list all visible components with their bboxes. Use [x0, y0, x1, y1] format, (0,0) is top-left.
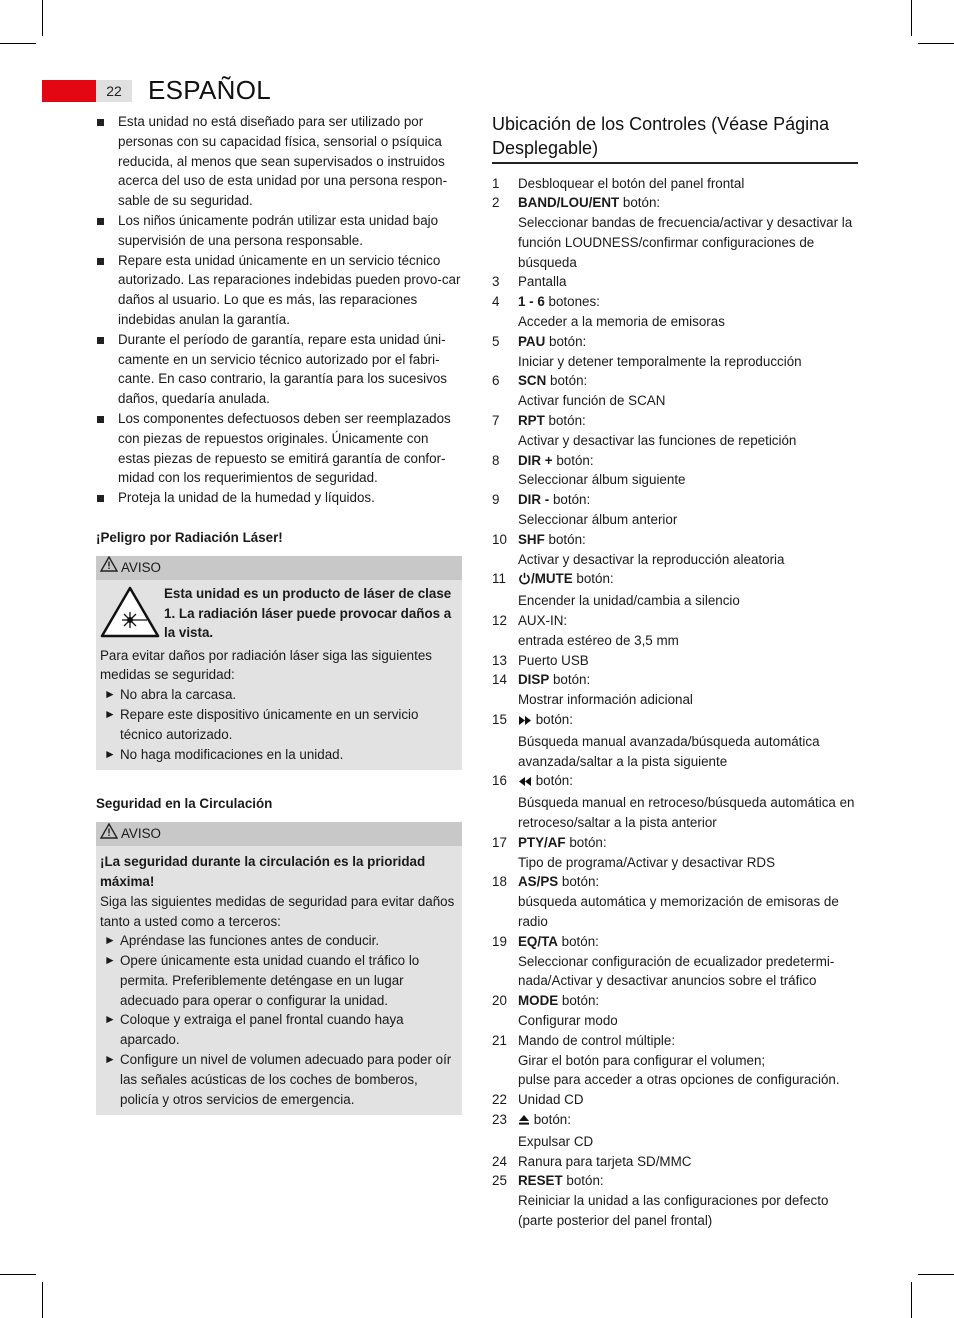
control-suffix: Mando de control múltiple: — [518, 1032, 676, 1048]
control-description: Girar el botón para configurar el volumen; pulse para acceder a otras opciones de configuración. — [518, 1052, 840, 1088]
traffic-heading: Seguridad en la Circulación — [96, 796, 273, 812]
control-key: PAU — [518, 333, 546, 349]
control-description: Activar y desactivar las funciones de repetición — [518, 432, 797, 448]
control-label — [518, 371, 858, 391]
left-column — [96, 112, 462, 1115]
control-description: Activar y desactivar la reproducción aleatoria — [518, 551, 785, 567]
control-label — [518, 193, 858, 213]
list-item: Los niños únicamente podrán utilizar esta unidad bajo supervisión de una persona responsable. — [96, 211, 462, 251]
control-item — [492, 833, 858, 873]
control-suffix: botón: — [549, 492, 591, 508]
control-key: RESET — [518, 1173, 563, 1189]
control-item — [492, 991, 858, 1031]
control-description: Iniciar y detener temporalmente la reproducción — [518, 353, 802, 369]
control-suffix: botón: — [557, 933, 599, 949]
bullet-square-icon — [97, 258, 104, 265]
control-description: Mostrar información adicional — [518, 692, 693, 708]
list-item: ► Apréndase las funciones antes de conducir. — [100, 931, 458, 951]
control-label — [518, 1110, 858, 1132]
control-item — [492, 872, 858, 931]
control-suffix: botón: — [562, 1173, 604, 1189]
control-key: BAND/LOU/ENT — [518, 195, 620, 211]
control-number: 2 — [492, 195, 500, 211]
control-description: Seleccionar álbum siguiente — [518, 472, 686, 488]
control-key: SCN — [518, 373, 547, 389]
control-description: Configurar modo — [518, 1012, 618, 1028]
control-key: DISP — [518, 672, 550, 688]
traffic-measures-list — [100, 931, 458, 1109]
control-description: búsqueda automática y memorización de emisoras de radio — [518, 894, 839, 929]
list-item: ► No abra la carcasa. — [100, 685, 458, 705]
control-suffix: botón: — [558, 993, 600, 1009]
control-description: entrada estéreo de 3,5 mm — [518, 632, 679, 648]
control-item — [492, 651, 858, 671]
control-item — [492, 611, 858, 651]
control-number: 14 — [492, 672, 507, 688]
control-item — [492, 371, 858, 411]
control-suffix: botón: — [532, 773, 573, 789]
laser-heading: ¡Peligro por Radiación Láser! — [96, 529, 283, 545]
control-suffix: Desbloquear el botón del panel frontal — [518, 175, 745, 191]
power-icon — [518, 571, 531, 591]
control-number: 12 — [492, 613, 507, 629]
heading-rule — [492, 162, 858, 164]
control-label — [518, 530, 858, 550]
control-key: AS/PS — [518, 874, 559, 890]
control-number: 23 — [492, 1111, 507, 1127]
warning-header — [96, 556, 462, 580]
control-label — [518, 332, 858, 352]
arrow-right-icon: ► — [104, 1052, 116, 1067]
list-item: Durante el período de garantía, repare esta unidad úni-camente en un servicio técnico autorizado por el fabri-cante. En caso contrario, la garantía para los sucesivos daños, quedaría anulada. — [96, 330, 462, 409]
control-label — [518, 451, 858, 471]
list-item: ► Opere únicamente esta unidad cuando el tráfico lo permita. Preferiblemente deténgase en un lugar adecuado para operar o configurar la unidad. — [104, 953, 420, 1008]
control-number: 25 — [492, 1173, 507, 1189]
control-description: Seleccionar álbum anterior — [518, 512, 678, 528]
arrow-right-icon: ► — [104, 933, 116, 948]
control-item — [492, 174, 858, 194]
control-item — [492, 332, 858, 372]
control-suffix: botón: — [572, 571, 614, 587]
control-number: 20 — [492, 993, 507, 1009]
warning-body — [96, 580, 462, 771]
control-item — [492, 569, 858, 611]
control-label — [518, 932, 858, 952]
control-number: 6 — [492, 373, 500, 389]
control-number: 7 — [492, 413, 500, 429]
arrow-right-icon: ► — [104, 953, 116, 968]
control-item — [492, 451, 858, 491]
crop-mark — [0, 1274, 36, 1275]
control-label — [518, 710, 858, 732]
control-label — [518, 991, 858, 1011]
control-key: MODE — [518, 993, 559, 1009]
control-label — [518, 1031, 858, 1051]
control-suffix: botón: — [545, 333, 587, 349]
control-label — [518, 1171, 858, 1191]
control-description: Reiniciar la unidad a las configuraciones por defecto (parte posterior del panel frontal) — [518, 1193, 829, 1228]
control-item — [492, 771, 858, 832]
control-number: 19 — [492, 933, 507, 949]
control-label — [518, 174, 858, 194]
control-description: Búsqueda manual avanzada/búsqueda automática avanzada/saltar a la pista siguiente — [518, 733, 820, 769]
control-suffix: botón: — [549, 672, 591, 688]
control-key: DIR + — [518, 452, 553, 468]
control-label — [518, 872, 858, 892]
control-description: Seleccionar bandas de frecuencia/activar y desactivar la función LOUDNESS/confirmar configuraciones de búsqueda — [518, 215, 853, 270]
arrow-right-icon: ► — [104, 687, 116, 702]
arrow-right-icon: ► — [104, 1012, 116, 1027]
control-item — [492, 530, 858, 570]
control-label — [518, 569, 858, 591]
warning-triangle-icon — [100, 823, 118, 847]
control-item — [492, 1110, 858, 1152]
warning-body — [96, 846, 462, 1115]
bullet-square-icon — [97, 218, 104, 225]
control-suffix: botón: — [546, 373, 588, 389]
control-label — [518, 292, 858, 312]
control-suffix: botón: — [619, 195, 661, 211]
control-description: Búsqueda manual en retroceso/búsqueda automática en retroceso/saltar a la pista anterior — [518, 795, 855, 830]
page-title: ESPAÑOL — [148, 75, 271, 105]
warning-header — [96, 822, 462, 846]
list-item: ► No haga modificaciones en la unidad. — [100, 745, 458, 765]
page-number: 22 — [96, 80, 132, 102]
list-item: Proteja la unidad de la humedad y líquidos. — [96, 488, 462, 508]
control-number: 10 — [492, 531, 507, 547]
controls-heading: Ubicación de los Controles (Véase Página Desplegable) — [492, 114, 830, 158]
safety-bullet-list — [96, 112, 462, 508]
list-item: Esta unidad no está diseñado para ser utilizado por personas con su capacidad física, sensorial o psíquica reducida, al menos que sean supervisados o instruidos acerca del uso de esta unidad por una persona respon-sable de su seguridad. — [96, 112, 462, 211]
control-number: 13 — [492, 652, 507, 668]
right-column — [492, 112, 858, 1231]
control-label — [518, 611, 858, 631]
control-item — [492, 272, 858, 292]
laser-measures-list — [100, 685, 458, 764]
control-suffix: botón: — [565, 834, 607, 850]
control-item — [492, 932, 858, 991]
control-number: 8 — [492, 452, 500, 468]
control-suffix: botones: — [544, 294, 600, 310]
control-description: Encender la unidad/cambia a silencio — [518, 593, 740, 609]
list-item: ► Configure un nivel de volumen adecuado para poder oír las señales acústicas de los coches de bomberos, policía y otros servicios de emergencia. — [104, 1052, 452, 1107]
bullet-square-icon — [97, 119, 104, 126]
control-number: 17 — [492, 834, 507, 850]
control-key: PTY/AF — [518, 834, 566, 850]
control-number: 21 — [492, 1032, 507, 1048]
crop-mark — [42, 1282, 43, 1318]
list-item: Los componentes defectuosos deben ser reemplazados con piezas de repuestos originales. Únicamente con estas piezas de repuesto se emitirá garantía de confor-midad con los requerimientos de seguridad. — [96, 409, 462, 488]
control-item — [492, 1152, 858, 1172]
control-number: 9 — [492, 492, 500, 508]
control-item — [492, 710, 858, 771]
control-label — [518, 1090, 858, 1110]
control-number: 4 — [492, 294, 500, 310]
control-label — [518, 833, 858, 853]
control-item — [492, 411, 858, 451]
control-suffix: botón: — [530, 1111, 571, 1127]
control-item — [492, 1171, 858, 1230]
control-suffix: botón: — [544, 531, 586, 547]
control-number: 15 — [492, 712, 507, 728]
control-item — [492, 1090, 858, 1110]
control-suffix: Ranura para tarjeta SD/MMC — [518, 1153, 692, 1169]
control-suffix: botón: — [558, 874, 600, 890]
control-description: Seleccionar configuración de ecualizador predetermi-nada/Activar y desactivar anuncios sobre el tráfico — [518, 953, 835, 989]
control-description: Acceder a la memoria de emisoras — [518, 314, 725, 330]
crop-mark — [918, 43, 954, 44]
arrow-right-icon: ► — [104, 706, 116, 721]
control-description: Activar función de SCAN — [518, 393, 666, 409]
crop-mark — [911, 0, 912, 36]
traffic-intro: Siga las siguientes medidas de seguridad para evitar daños tanto a usted como a terceros: — [100, 893, 455, 929]
control-key: RPT — [518, 413, 545, 429]
control-key: /MUTE — [531, 571, 573, 587]
control-number: 1 — [492, 175, 500, 191]
control-item — [492, 193, 858, 272]
control-suffix: botón: — [552, 452, 594, 468]
control-item — [492, 670, 858, 710]
control-item — [492, 292, 858, 332]
eject-icon — [518, 1112, 530, 1132]
list-item: ► Coloque y extraiga el panel frontal cuando haya aparcado. — [104, 1012, 404, 1048]
control-label — [518, 670, 858, 690]
arrow-right-icon: ► — [104, 746, 116, 761]
control-number: 16 — [492, 773, 507, 789]
control-suffix: botón: — [544, 413, 586, 429]
control-label — [518, 771, 858, 793]
crop-mark — [918, 1274, 954, 1275]
list-item: Repare esta unidad únicamente en un servicio técnico autorizado. Las reparaciones indebidas pueden provo-car daños al usuario. Lo que es más, las reparaciones indebidas anulan la garantía. — [96, 251, 462, 330]
control-suffix: Pantalla — [518, 274, 567, 290]
control-number: 18 — [492, 874, 507, 890]
crop-mark — [42, 0, 43, 36]
control-number: 22 — [492, 1092, 507, 1108]
control-number: 3 — [492, 274, 500, 290]
control-label — [518, 272, 858, 292]
warning-label: AVISO — [120, 826, 161, 842]
control-key: DIR - — [518, 492, 550, 508]
control-description: Tipo de programa/Activar y desactivar RDS — [518, 854, 775, 870]
list-item: ► Repare este dispositivo únicamente en un servicio técnico autorizado. — [104, 706, 419, 742]
rewind-icon — [518, 773, 532, 793]
control-label — [518, 651, 858, 671]
laser-intro: Para evitar daños por radiación láser siga las siguientes medidas se seguridad: — [100, 647, 432, 683]
traffic-bold-text: ¡La seguridad durante la circulación es la prioridad máxima! — [100, 854, 426, 889]
traffic-warning-box — [96, 822, 462, 1115]
control-suffix: Unidad CD — [518, 1092, 584, 1108]
control-label — [518, 490, 858, 510]
control-suffix: Puerto USB — [518, 652, 589, 668]
control-key: 1 - 6 — [518, 294, 545, 310]
controls-list — [492, 174, 858, 1231]
control-number: 11 — [492, 571, 506, 587]
control-label — [518, 1152, 858, 1172]
control-key: EQ/TA — [518, 933, 558, 949]
bullet-square-icon — [97, 495, 104, 502]
control-item — [492, 490, 858, 530]
control-key: SHF — [518, 531, 545, 547]
control-suffix: AUX-IN: — [518, 613, 568, 629]
fast-forward-icon — [518, 712, 532, 732]
crop-mark — [0, 43, 36, 44]
laser-notice — [100, 584, 458, 644]
control-number: 24 — [492, 1153, 507, 1169]
control-suffix: botón: — [532, 712, 573, 728]
warning-label: AVISO — [120, 559, 161, 575]
control-item — [492, 1031, 858, 1090]
bullet-square-icon — [97, 416, 104, 423]
bullet-square-icon — [97, 337, 104, 344]
control-description: Expulsar CD — [518, 1133, 594, 1149]
crop-mark — [911, 1282, 912, 1318]
laser-bold-text: Esta unidad es un producto de láser de clase 1. La radiación láser puede provocar daños a la vista. — [164, 585, 452, 641]
control-number: 5 — [492, 333, 500, 349]
laser-warning-box — [96, 556, 462, 771]
control-label — [518, 411, 858, 431]
warning-triangle-icon — [100, 556, 118, 580]
laser-hazard-icon — [100, 584, 164, 644]
